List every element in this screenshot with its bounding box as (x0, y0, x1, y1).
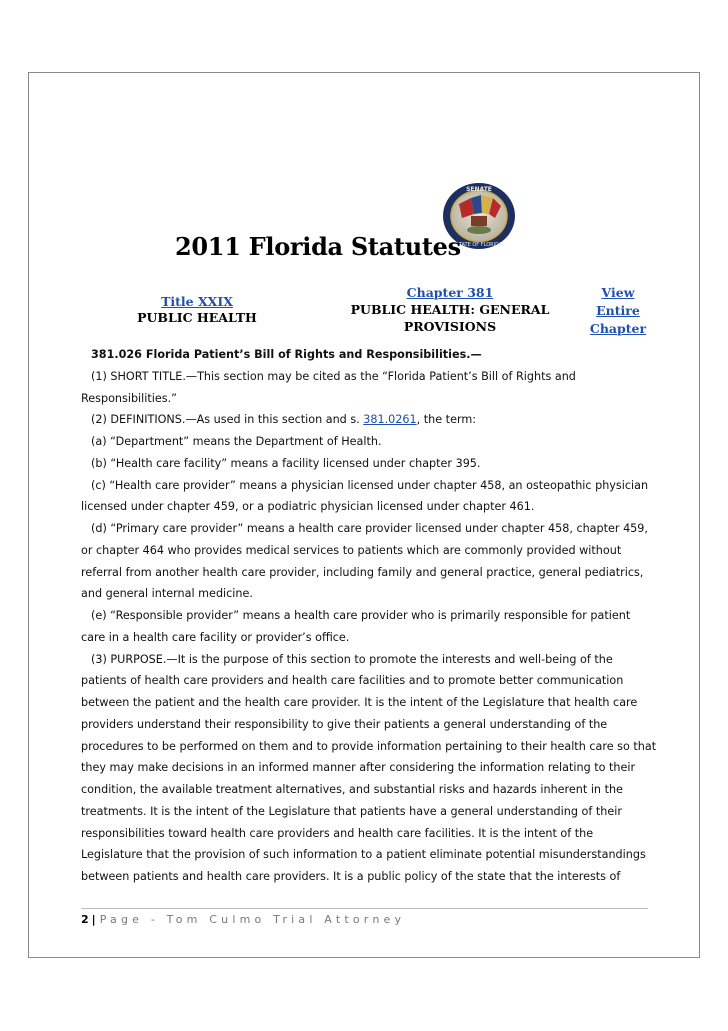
view-entire-chapter-line-3[interactable]: Chapter (589, 321, 647, 336)
paragraph-line: responsibilities toward health care providers and health care facilities. It is the intent of the (81, 826, 594, 840)
paragraph-line (81, 409, 653, 431)
paragraph-line: (3) PURPOSE.—It is the purpose of this section to promote the interests and well-being of the (91, 652, 613, 666)
paragraph-line: between patients and health care providers. It is a public policy of the state that the interests of (81, 870, 621, 883)
paragraph-line: between the patient and the health care provider. It is the intent of the Legislature that health care (81, 696, 638, 709)
view-entire-chapter-link[interactable] (588, 284, 648, 338)
paragraph-line: (1) SHORT TITLE.—This section may be cited as the “Florida Patient’s Bill of Rights and (91, 369, 576, 383)
paragraph-line: (d) “Primary care provider” means a health care provider licensed under chapter 458, chapter 459, (91, 522, 648, 535)
paragraph-line: licensed under chapter 459, or a podiatric physician licensed under chapter 461. (81, 500, 535, 514)
paragraph-line: providers understand their responsibility to give their patients a general understanding of the (81, 717, 608, 731)
page-footer (81, 913, 405, 926)
paragraph-line: treatments. It is the intent of the Legislature that patients have a general understanding of their (81, 804, 622, 818)
paragraph-line: (c) “Health care provider” means a physician licensed under chapter 458, an osteopathic physician (91, 478, 649, 492)
title-xxix-link[interactable]: Title XXIX (161, 294, 233, 309)
paragraph-line: patients of health care providers and health care facilities and to promote better communication (81, 674, 624, 688)
svg-text:STATE OF FLORIDA: STATE OF FLORIDA (455, 242, 503, 248)
view-entire-chapter-line-1[interactable]: View (601, 285, 635, 300)
paragraph-line: Legislature that the provision of such information to a patient eliminate potential misunderstandings (81, 848, 646, 862)
paragraph-line: or chapter 464 who provides medical services to patients which are commonly provided without (81, 543, 622, 557)
paragraph-line: (b) “Health care facility” means a facility licensed under chapter 395. (91, 456, 481, 470)
document-title: 2011 Florida Statutes (175, 232, 461, 261)
paragraph-line: condition, the available treatment alternatives, and substantial risks and hazards inherent in the (81, 783, 623, 796)
page-number: 2 (81, 913, 89, 926)
view-entire-chapter-line-2[interactable]: Entire (596, 303, 640, 318)
title-name: PUBLIC HEALTH (137, 310, 257, 325)
section-heading: 381.026 Florida Patient’s Bill of Rights and Responsibilities.— (91, 348, 482, 361)
footer-separator: | (91, 913, 96, 926)
chapter-381-link[interactable]: Chapter 381 (406, 285, 494, 300)
paragraph-line: (a) “Department” means the Department of Health. (91, 435, 382, 448)
chapter-header (340, 284, 560, 335)
paragraph-line: referral from another health care provider, including family and general practice, general pediatrics, (81, 565, 644, 579)
footer-divider (81, 908, 648, 909)
paragraph-line: they may make decisions in an informed manner after considering the information relating to their (81, 761, 636, 775)
footer-text: Page - Tom Culmo Trial Attorney (99, 913, 406, 926)
paragraph-line: care in a health care facility or provider’s office. (81, 630, 350, 644)
svg-text:SENATE: SENATE (466, 186, 492, 193)
definitions-text-end: , the term: (416, 413, 477, 427)
paragraph-line: Responsibilities.” (81, 391, 177, 405)
chapter-name-line-1: PUBLIC HEALTH: GENERAL (350, 302, 550, 317)
paragraph-line: procedures to be performed on them and to provide information pertaining to their health care so that (81, 739, 657, 753)
section-381-0261-link[interactable]: 381.0261 (363, 413, 417, 427)
definitions-text: (2) DEFINITIONS.—As used in this section and s. (91, 413, 364, 427)
title-header (122, 294, 272, 326)
chapter-name-line-2: PROVISIONS (403, 319, 497, 334)
statute-body (81, 344, 657, 888)
paragraph-line: (e) “Responsible provider” means a health care provider who is primarily responsible for patient (91, 609, 631, 622)
paragraph-line: and general internal medicine. (81, 587, 253, 601)
